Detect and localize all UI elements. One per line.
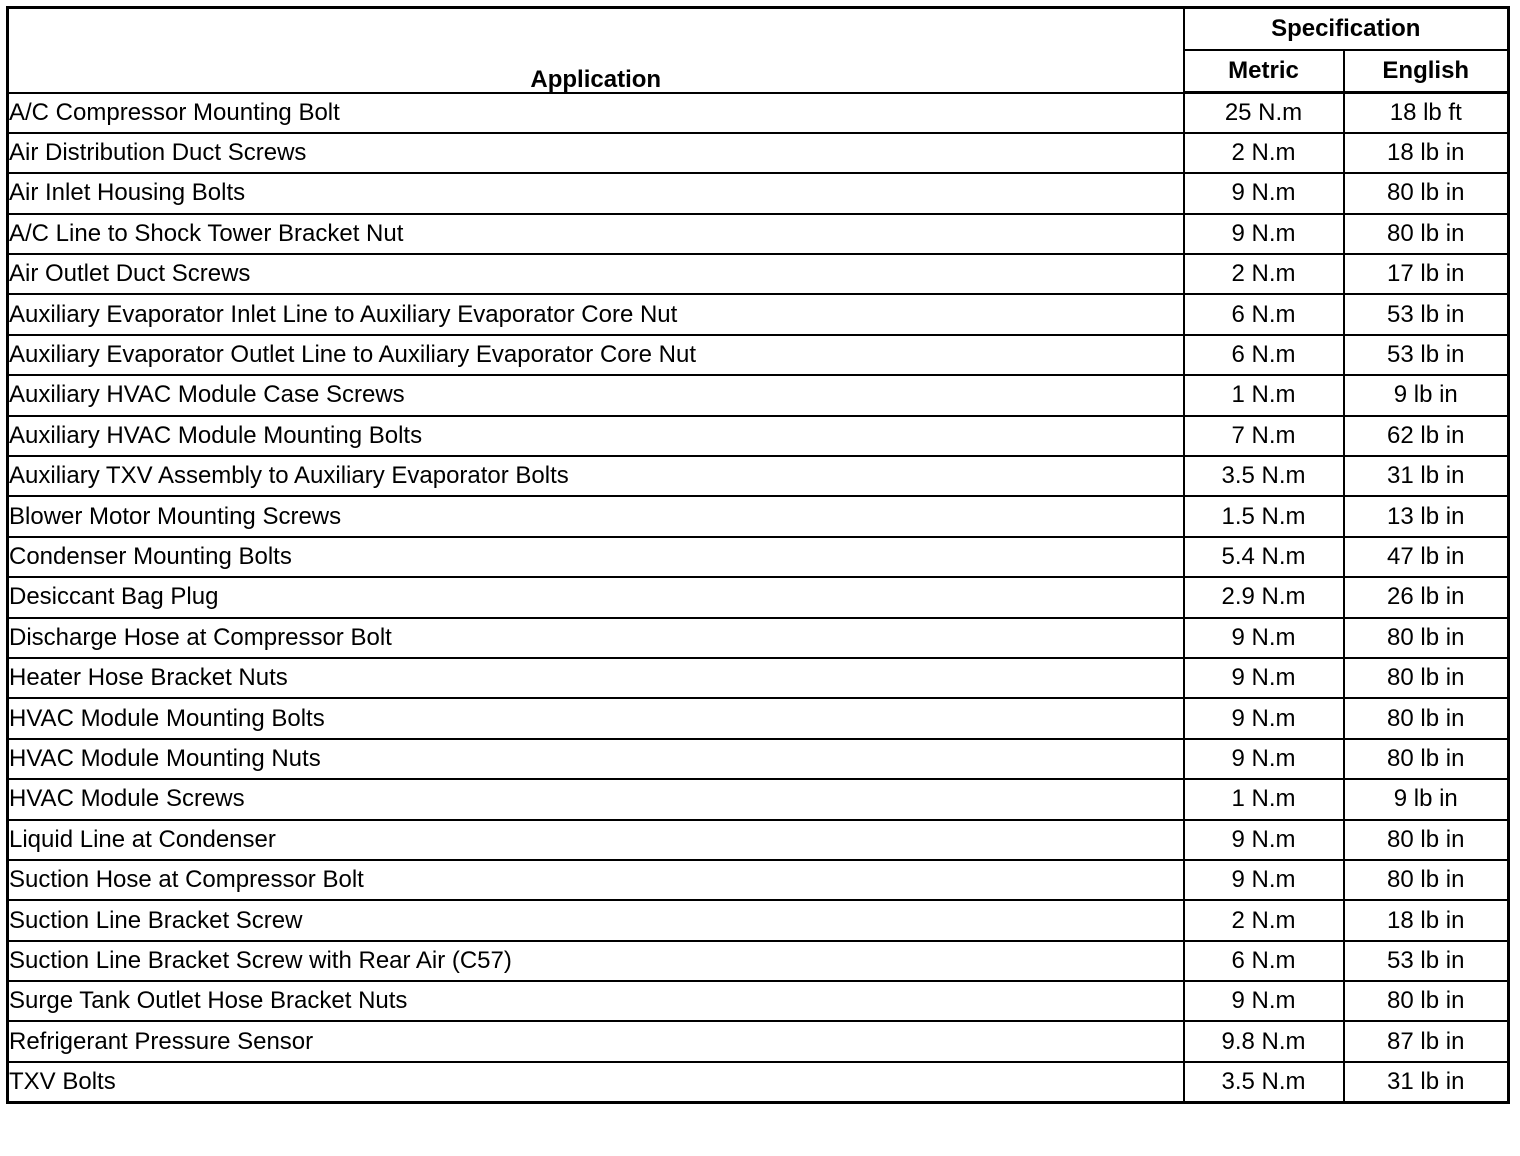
cell-metric: 9 N.m [1184,214,1344,254]
table-row [8,456,1509,496]
cell-english: 80 lb in [1344,698,1509,738]
cell-metric: 2.9 N.m [1184,577,1344,617]
cell-application: Auxiliary HVAC Module Mounting Bolts [8,416,1184,456]
column-header-english: English [1344,50,1509,93]
cell-english: 80 lb in [1344,214,1509,254]
cell-metric: 3.5 N.m [1184,1062,1344,1102]
cell-english: 87 lb in [1344,1021,1509,1061]
cell-application: HVAC Module Mounting Nuts [8,739,1184,779]
cell-english: 31 lb in [1344,1062,1509,1102]
table-row [8,698,1509,738]
cell-english: 13 lb in [1344,496,1509,536]
cell-application: Suction Line Bracket Screw [8,900,1184,940]
cell-english: 17 lb in [1344,254,1509,294]
table-row [8,294,1509,334]
cell-application: Suction Line Bracket Screw with Rear Air (C57) [8,941,1184,981]
cell-application: Liquid Line at Condenser [8,820,1184,860]
cell-english: 18 lb in [1344,900,1509,940]
cell-english: 31 lb in [1344,456,1509,496]
cell-application: Heater Hose Bracket Nuts [8,658,1184,698]
table-row [8,941,1509,981]
cell-english: 80 lb in [1344,739,1509,779]
cell-application: Air Inlet Housing Bolts [8,173,1184,213]
table-row [8,335,1509,375]
cell-metric: 9 N.m [1184,860,1344,900]
cell-metric: 1.5 N.m [1184,496,1344,536]
cell-english: 53 lb in [1344,941,1509,981]
cell-metric: 2 N.m [1184,254,1344,294]
cell-english: 18 lb ft [1344,93,1509,133]
cell-metric: 2 N.m [1184,900,1344,940]
table-row [8,900,1509,940]
cell-english: 80 lb in [1344,173,1509,213]
cell-metric: 9 N.m [1184,739,1344,779]
cell-english: 18 lb in [1344,133,1509,173]
table-body [8,93,1509,1103]
table-row [8,577,1509,617]
cell-metric: 9 N.m [1184,698,1344,738]
cell-metric: 9 N.m [1184,981,1344,1021]
cell-application: Refrigerant Pressure Sensor [8,1021,1184,1061]
cell-application: Blower Motor Mounting Screws [8,496,1184,536]
cell-application: Air Distribution Duct Screws [8,133,1184,173]
cell-metric: 6 N.m [1184,294,1344,334]
cell-metric: 3.5 N.m [1184,456,1344,496]
cell-application: Desiccant Bag Plug [8,577,1184,617]
table-row [8,820,1509,860]
cell-english: 80 lb in [1344,658,1509,698]
cell-metric: 7 N.m [1184,416,1344,456]
cell-application: Auxiliary Evaporator Outlet Line to Auxiliary Evaporator Core Nut [8,335,1184,375]
cell-english: 9 lb in [1344,375,1509,415]
table-row [8,133,1509,173]
cell-application: Condenser Mounting Bolts [8,537,1184,577]
table-row [8,860,1509,900]
cell-application: Discharge Hose at Compressor Bolt [8,618,1184,658]
table-row [8,375,1509,415]
cell-metric: 9 N.m [1184,173,1344,213]
table-row [8,93,1509,133]
cell-english: 47 lb in [1344,537,1509,577]
table-row [8,1021,1509,1061]
cell-application: HVAC Module Screws [8,779,1184,819]
cell-metric: 6 N.m [1184,941,1344,981]
cell-application: Auxiliary HVAC Module Case Screws [8,375,1184,415]
column-header-specification: Specification [1184,8,1509,51]
cell-application: Air Outlet Duct Screws [8,254,1184,294]
table-row [8,658,1509,698]
cell-metric: 9 N.m [1184,820,1344,860]
cell-application: Surge Tank Outlet Hose Bracket Nuts [8,981,1184,1021]
table-row [8,537,1509,577]
table-row [8,618,1509,658]
cell-metric: 6 N.m [1184,335,1344,375]
table-row [8,214,1509,254]
cell-application: A/C Compressor Mounting Bolt [8,93,1184,133]
cell-metric: 5.4 N.m [1184,537,1344,577]
column-header-application: Application [8,8,1184,93]
table-row [8,416,1509,456]
cell-metric: 2 N.m [1184,133,1344,173]
cell-application: Auxiliary TXV Assembly to Auxiliary Evaporator Bolts [8,456,1184,496]
cell-metric: 9.8 N.m [1184,1021,1344,1061]
table-row [8,496,1509,536]
cell-application: TXV Bolts [8,1062,1184,1102]
table-header [8,8,1509,93]
column-header-metric: Metric [1184,50,1344,93]
cell-metric: 9 N.m [1184,618,1344,658]
cell-english: 80 lb in [1344,981,1509,1021]
table-row [8,254,1509,294]
cell-application: Auxiliary Evaporator Inlet Line to Auxiliary Evaporator Core Nut [8,294,1184,334]
cell-metric: 1 N.m [1184,375,1344,415]
cell-english: 9 lb in [1344,779,1509,819]
table-row [8,981,1509,1021]
cell-application: A/C Line to Shock Tower Bracket Nut [8,214,1184,254]
cell-english: 53 lb in [1344,335,1509,375]
cell-english: 80 lb in [1344,618,1509,658]
cell-english: 80 lb in [1344,820,1509,860]
table-row [8,779,1509,819]
cell-metric: 9 N.m [1184,658,1344,698]
cell-application: Suction Hose at Compressor Bolt [8,860,1184,900]
cell-english: 26 lb in [1344,577,1509,617]
cell-english: 62 lb in [1344,416,1509,456]
table-row [8,739,1509,779]
cell-metric: 25 N.m [1184,93,1344,133]
cell-application: HVAC Module Mounting Bolts [8,698,1184,738]
cell-metric: 1 N.m [1184,779,1344,819]
table-row [8,173,1509,213]
cell-english: 53 lb in [1344,294,1509,334]
fastener-specification-table [6,6,1510,1104]
cell-english: 80 lb in [1344,860,1509,900]
table-row [8,1062,1509,1102]
